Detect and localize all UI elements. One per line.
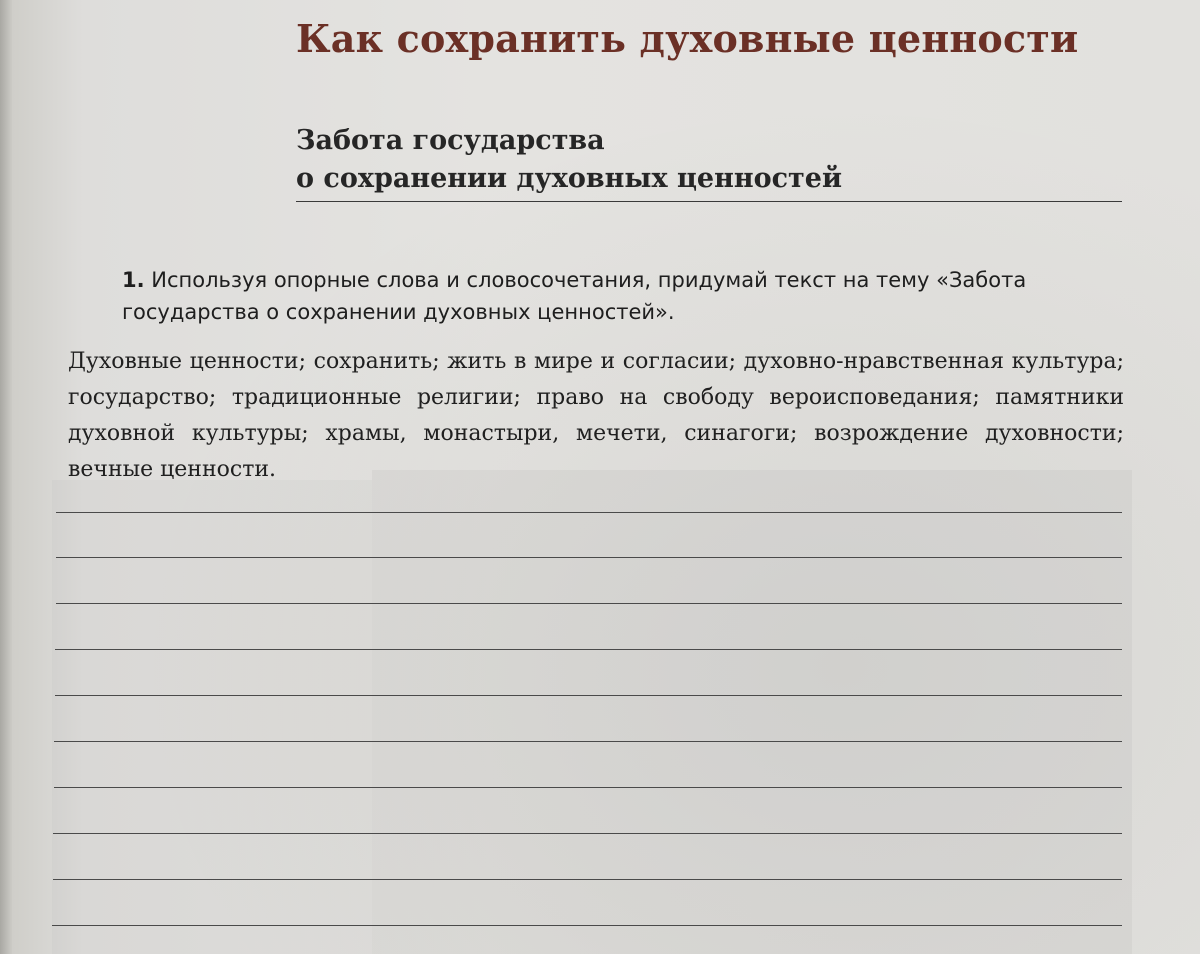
section-title-line-2: о сохранении духовных ценностей — [296, 163, 842, 194]
answer-line[interactable] — [53, 833, 1122, 834]
answer-line[interactable] — [56, 557, 1122, 558]
answer-line[interactable] — [53, 879, 1122, 880]
answer-line[interactable] — [55, 695, 1122, 696]
section-title-rule — [296, 201, 1122, 202]
section-title — [296, 122, 842, 198]
task-text: Используя опорные слова и словосочетания, придумай текст на тему «Забота государства о сохранении духовных ценностей». — [122, 268, 1027, 324]
answer-line[interactable] — [55, 649, 1122, 650]
keywords-list: Духовные ценности; сохранить; жить в мире и согласии; духовно-нравственная культура; государство; традиционные религии; право на свободу вероисповедания; памятники духовной культуры; храмы, монастыри, мечети, синагоги; возрождение духовности; вечные ценности. — [68, 349, 1124, 482]
section-title-line-1: Забота государства — [296, 125, 605, 156]
answer-line[interactable] — [52, 925, 1122, 926]
task-number: 1. — [122, 268, 145, 292]
workbook-page — [12, 0, 1200, 954]
answer-line[interactable] — [56, 603, 1122, 604]
answer-line[interactable] — [54, 741, 1122, 742]
answer-line[interactable] — [54, 787, 1122, 788]
show-through-shadow — [52, 480, 372, 954]
show-through-image — [372, 470, 1132, 954]
page-title: Как сохранить духовные ценности — [296, 16, 1079, 61]
task-instruction — [122, 264, 1132, 328]
answer-line[interactable] — [56, 512, 1122, 513]
